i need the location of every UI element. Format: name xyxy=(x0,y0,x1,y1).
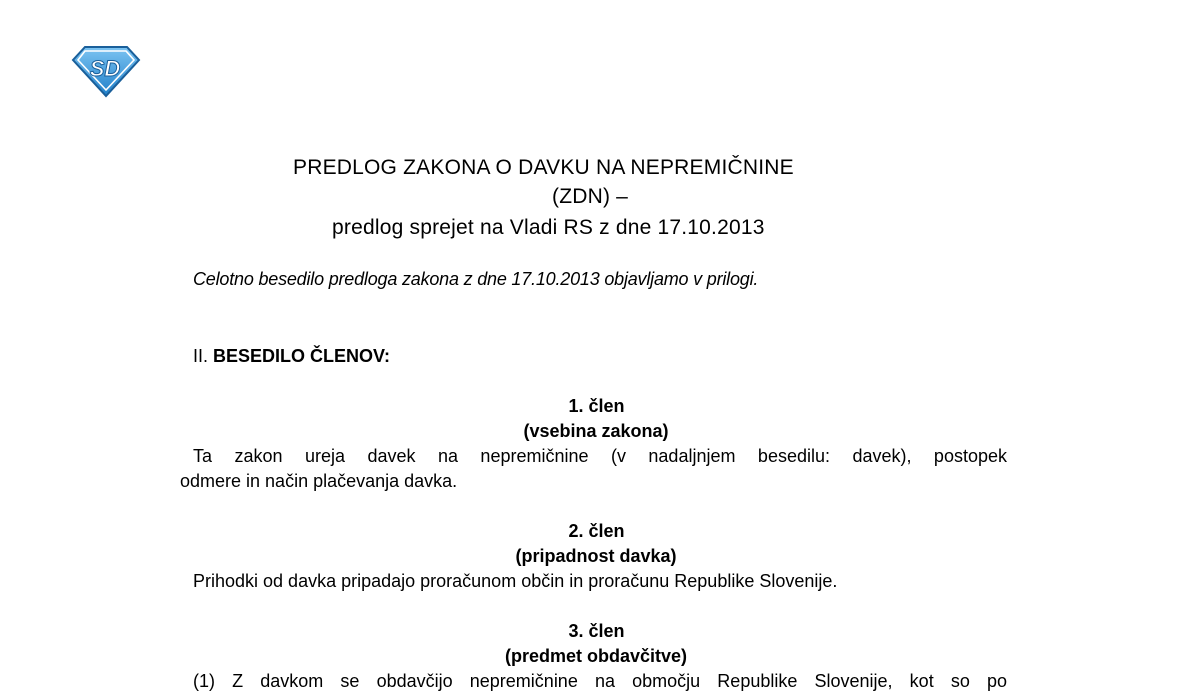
article-2-paragraph-line-1: Prihodki od davka pripadajo proračunom občin in proračunu Republike Slovenije. xyxy=(193,571,838,591)
article-1-paragraph-line-1: Ta zakon ureja davek na nepremičnine (v nadaljnjem besedilu: davek), postopek xyxy=(193,446,1007,466)
article-3-title: (predmet obdavčitve) xyxy=(504,646,688,666)
title-line-1: PREDLOG ZAKONA O DAVKU NA NEPREMIČNINE xyxy=(293,156,794,179)
article-2-title: (pripadnost davka) xyxy=(515,546,677,566)
logo-lettering: SD xyxy=(89,56,121,81)
intro-note: Celotno besedilo predloga zakona z dne 17.10.2013 objavljamo v prilogi. xyxy=(193,269,759,289)
title-line-3: predlog sprejet na Vladi RS z dne 17.10.2013 xyxy=(332,216,765,239)
article-1-number: 1. člen xyxy=(568,396,625,416)
article-1-paragraph-line-2: odmere in način plačevanja davka. xyxy=(180,471,458,491)
sd-logo xyxy=(71,44,141,98)
section-heading xyxy=(193,344,390,368)
article-3-paragraph-line-1: (1) Z davkom se obdavčijo nepremičnine na območju Republike Slovenije, kot so po xyxy=(193,671,1007,691)
section-heading-text: BESEDILO ČLENOV: xyxy=(213,346,391,366)
section-numeral: II. xyxy=(193,346,209,366)
article-1-title: (vsebina zakona) xyxy=(523,421,669,441)
title-line-2: (ZDN) – xyxy=(552,185,629,208)
article-2-number: 2. člen xyxy=(568,521,625,541)
article-3-number: 3. člen xyxy=(568,621,625,641)
